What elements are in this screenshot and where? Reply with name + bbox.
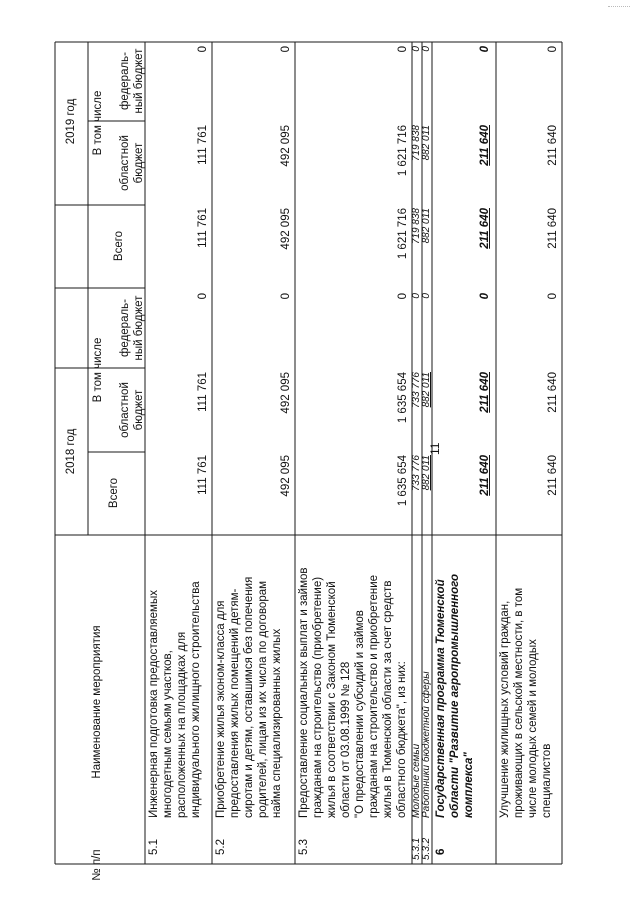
row-2019-regional: 111 761: [197, 125, 209, 165]
row-2019-federal: 0: [547, 46, 559, 53]
row-2019-regional: 211 640: [547, 125, 559, 166]
row-2019-total: 719 838: [411, 208, 422, 245]
row-num: 5.2: [215, 839, 227, 855]
row-2019-total: 882 011: [421, 208, 432, 244]
row-2019-total: 211 640: [479, 208, 491, 249]
page-number: 11: [428, 442, 442, 455]
row-name: Предоставление социальных выплат и займов гражданам на строительство (приобретение) жилья в соответствии с Законом Тюменской области от 03.08.1999 № 128 "О предоставлении субсидий и займов гражданам на строительство и приобретение жилья в Тюменской области за счет средств областного бюджета", из них:: [298, 567, 408, 818]
row-2018-federal: 0: [479, 293, 491, 300]
header-name: Наименование мероприятия: [91, 625, 103, 779]
row-num: 5.3.1: [411, 837, 422, 860]
header-2018-regional: областной бюджет: [119, 382, 145, 438]
header-2019-total: Всего: [113, 230, 125, 262]
row-2018-total: 882 011: [421, 455, 432, 491]
row-2018-regional: 211 640: [479, 372, 491, 413]
row-2018-total: 1 635 654: [397, 455, 409, 507]
row-2018-federal: 0: [421, 293, 432, 299]
row-name: Государственная программа Тюменской области "Развитие агропромышленного комплекса": [435, 574, 475, 818]
header-2019-regional: областной бюджет: [119, 135, 145, 191]
header-2018-federal: федераль- ный бюджет: [119, 295, 145, 361]
header-year-2019: 2019 год: [65, 98, 77, 145]
header-2018-including: В том числе: [92, 337, 104, 403]
header-num: № п/п: [91, 849, 103, 881]
row-2018-federal: 0: [411, 293, 422, 299]
row-2019-regional: 882 011: [421, 125, 432, 161]
row-2018-total: 111 761: [197, 455, 209, 495]
row-2018-regional: 492 095: [280, 372, 292, 414]
row-num: 5.1: [148, 839, 160, 855]
row-2019-total: 1 621 716: [397, 208, 409, 260]
row-2019-federal: 0: [397, 46, 409, 53]
row-num: 5.3.2: [421, 837, 432, 860]
row-2019-federal: 0: [411, 46, 422, 52]
row-num: 6: [435, 848, 447, 855]
row-2018-federal: 0: [397, 293, 409, 300]
row-2019-regional: 492 095: [280, 125, 292, 167]
row-2018-total: 211 640: [479, 455, 491, 496]
row-num: 5.3: [298, 839, 310, 855]
row-2018-total: 733 776: [411, 455, 422, 492]
row-2018-regional: 111 761: [197, 372, 209, 412]
row-2019-regional: 211 640: [479, 125, 491, 166]
row-2019-federal: 0: [197, 46, 209, 53]
row-name: Приобретение жилья эконом-класса для предоставления жилых помещений детям- сиротам и детям, оставшимся без попечения родителей, лицам из их числа по договорам найма специализированных жилых: [215, 576, 283, 818]
header-year-2018: 2018 год: [65, 428, 77, 475]
row-2018-total: 211 640: [547, 455, 559, 496]
row-name: Инженерная подготовка предоставляемых многодетным семьям участков, расположенных на площадках для индивидуального жилищного строительства: [148, 581, 202, 818]
row-2018-federal: 0: [547, 293, 559, 300]
row-name: Улучшение жилищных условий граждан, проживающих в сельской местности, в том числе молодых семей и молодых специалистов: [499, 587, 553, 818]
header-2019-federal: федераль- ный бюджет: [119, 48, 145, 114]
row-name: Молодые семьи: [411, 743, 422, 818]
row-2018-total: 492 095: [280, 455, 292, 497]
row-2019-total: 211 640: [547, 208, 559, 249]
row-2018-federal: 0: [280, 293, 292, 300]
row-2019-total: 492 095: [280, 208, 292, 250]
row-2018-regional: 733 776: [411, 372, 422, 409]
row-2019-regional: 719 838: [411, 125, 422, 162]
row-2018-federal: 0: [197, 293, 209, 300]
row-2018-regional: 1 635 654: [397, 372, 409, 424]
row-2018-regional: 882 011: [421, 372, 432, 408]
row-2019-regional: 1 621 716: [397, 125, 409, 177]
row-2019-federal: 0: [421, 46, 432, 52]
row-2018-regional: 211 640: [547, 372, 559, 413]
row-2019-total: 111 761: [197, 208, 209, 248]
row-name: Работники бюджетной сферы: [421, 671, 432, 818]
row-2019-federal: 0: [280, 46, 292, 53]
row-2019-federal: 0: [479, 46, 491, 53]
header-2018-total: Всего: [108, 477, 120, 509]
header-2019-including: В том числе: [92, 90, 104, 156]
